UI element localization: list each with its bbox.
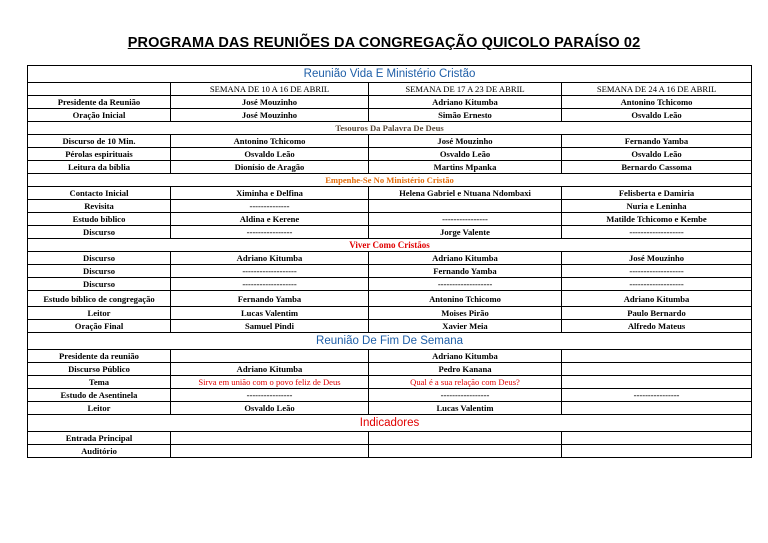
- row-label: Oração Inicial: [28, 109, 171, 122]
- row-label: Discurso de 10 Min.: [28, 135, 171, 148]
- cell-theme: Sirva em união com o povo feliz de Deus: [171, 376, 369, 389]
- cell-theme: Qual é a sua relação com Deus?: [369, 376, 562, 389]
- cell: ----------------: [562, 389, 752, 402]
- cell: Adriano Kitumba: [369, 252, 562, 265]
- week-header-3: SEMANA DE 24 A 16 DE ABRIL: [562, 83, 752, 96]
- cell: José Mouzinho: [171, 96, 369, 109]
- cell: [562, 350, 752, 363]
- cell: ----------------: [171, 226, 369, 239]
- row-label: Presidente da reunião: [28, 350, 171, 363]
- cell: [562, 402, 752, 415]
- cell: [369, 200, 562, 213]
- cell: [562, 445, 752, 458]
- row-label: Contacto Inicial: [28, 187, 171, 200]
- table-row: [28, 187, 752, 200]
- cell: [562, 432, 752, 445]
- cell: Matilde Tchicomo e Kembe: [562, 213, 752, 226]
- table-row: [28, 148, 752, 161]
- table-row: [28, 291, 752, 307]
- cell: Adriano Kitumba: [171, 252, 369, 265]
- section-viver: Viver Como Cristãos: [28, 239, 752, 252]
- table-row: [28, 213, 752, 226]
- row-label: Entrada Principal: [28, 432, 171, 445]
- cell: Adriano Kitumba: [562, 291, 752, 307]
- row-label: Revisita: [28, 200, 171, 213]
- cell: Adriano Kitumba: [369, 96, 562, 109]
- cell: Adriano Kitumba: [369, 350, 562, 363]
- cell: Lucas Valentim: [171, 307, 369, 320]
- cell: -------------------: [369, 278, 562, 291]
- row-label: Discurso Público: [28, 363, 171, 376]
- cell: -------------------: [171, 278, 369, 291]
- section-empenhe: Empenhe-Se No Ministério Cristão: [28, 174, 752, 187]
- table-row: [28, 402, 752, 415]
- cell: Osvaldo Leão: [562, 109, 752, 122]
- cell: -------------------: [562, 226, 752, 239]
- table-row: [28, 376, 752, 389]
- section-indicadores: Indicadores: [28, 415, 752, 432]
- cell: Osvaldo Leão: [369, 148, 562, 161]
- table-row: [28, 200, 752, 213]
- cell: Bernardo Cassoma: [562, 161, 752, 174]
- table-row: [28, 135, 752, 148]
- cell: Simão Ernesto: [369, 109, 562, 122]
- cell: Xavier Meia: [369, 320, 562, 333]
- row-label: Tema: [28, 376, 171, 389]
- cell: Adriano Kitumba: [171, 363, 369, 376]
- cell: José Mouzinho: [369, 135, 562, 148]
- section-fim-semana: Reunião De Fim De Semana: [28, 333, 752, 350]
- cell: Samuel Pindi: [171, 320, 369, 333]
- table-row: [28, 252, 752, 265]
- table-row: [28, 445, 752, 458]
- section-vida-ministerio: Reunião Vida E Ministério Cristão: [28, 66, 752, 83]
- row-label: Estudo bíblico de congregação: [28, 291, 171, 307]
- row-label: Oração Final: [28, 320, 171, 333]
- cell: -----------------: [369, 389, 562, 402]
- cell: Fernando Yamba: [171, 291, 369, 307]
- cell: Fernando Yamba: [369, 265, 562, 278]
- cell: Moises Pirão: [369, 307, 562, 320]
- table-row: [28, 307, 752, 320]
- table-row: [28, 320, 752, 333]
- table-row: [28, 363, 752, 376]
- cell: ----------------: [171, 389, 369, 402]
- cell: [171, 445, 369, 458]
- cell: Osvaldo Leão: [562, 148, 752, 161]
- row-label: Discurso: [28, 265, 171, 278]
- cell: [369, 432, 562, 445]
- cell: Nuria e Leninha: [562, 200, 752, 213]
- cell: Paulo Bernardo: [562, 307, 752, 320]
- page-title: PROGRAMA DAS REUNIÕES DA CONGREGAÇÃO QUICOLO PARAÍSO 02: [127, 35, 641, 51]
- cell: Martins Mpanka: [369, 161, 562, 174]
- row-label: Leitura da bíblia: [28, 161, 171, 174]
- cell: José Mouzinho: [171, 109, 369, 122]
- cell: Osvaldo Leão: [171, 402, 369, 415]
- row-label: Discurso: [28, 252, 171, 265]
- cell-theme: [562, 376, 752, 389]
- table-row: [28, 109, 752, 122]
- table-row: [28, 96, 752, 109]
- cell: [369, 445, 562, 458]
- cell: Antonino Tchicomo: [562, 96, 752, 109]
- cell: -------------------: [562, 265, 752, 278]
- cell: Felisberta e Damiria: [562, 187, 752, 200]
- cell: Dionísio de Aragão: [171, 161, 369, 174]
- table-row: [28, 226, 752, 239]
- cell: -------------------: [562, 278, 752, 291]
- row-label: Estudo bíblico: [28, 213, 171, 226]
- cell: Fernando Yamba: [562, 135, 752, 148]
- cell: José Mouzinho: [562, 252, 752, 265]
- schedule-table: [27, 65, 752, 458]
- cell: Aldina e Kerene: [171, 213, 369, 226]
- table-row: [28, 278, 752, 291]
- table-row: [28, 265, 752, 278]
- cell: ----------------: [369, 213, 562, 226]
- row-label: Leitor: [28, 307, 171, 320]
- table-row: [28, 432, 752, 445]
- cell: Osvaldo Leão: [171, 148, 369, 161]
- cell: [562, 363, 752, 376]
- cell: [171, 432, 369, 445]
- header-blank: [28, 83, 171, 96]
- week-header-2: SEMANA DE 17 A 23 DE ABRIL: [369, 83, 562, 96]
- section-tesouros: Tesouros Da Palavra De Deus: [28, 122, 752, 135]
- row-label: Discurso: [28, 226, 171, 239]
- table-row: [28, 389, 752, 402]
- row-label: Estudo de Asentinela: [28, 389, 171, 402]
- row-label: Pérolas espirituais: [28, 148, 171, 161]
- table-row: [28, 350, 752, 363]
- cell: Helena Gabriel e Ntuana Ndombaxi: [369, 187, 562, 200]
- row-label: Auditório: [28, 445, 171, 458]
- week-header-1: SEMANA DE 10 A 16 DE ABRIL: [171, 83, 369, 96]
- row-label: Discurso: [28, 278, 171, 291]
- cell: Pedro Kanana: [369, 363, 562, 376]
- cell: Lucas Valentim: [369, 402, 562, 415]
- table-row: [28, 161, 752, 174]
- cell: Ximinha e Delfina: [171, 187, 369, 200]
- cell: -------------------: [171, 265, 369, 278]
- cell: Antonino Tchicomo: [369, 291, 562, 307]
- cell: Alfredo Mateus: [562, 320, 752, 333]
- cell: --------------: [171, 200, 369, 213]
- cell: Jorge Valente: [369, 226, 562, 239]
- cell: [171, 350, 369, 363]
- row-label: Presidente da Reunião: [28, 96, 171, 109]
- row-label: Leitor: [28, 402, 171, 415]
- cell: Antonino Tchicomo: [171, 135, 369, 148]
